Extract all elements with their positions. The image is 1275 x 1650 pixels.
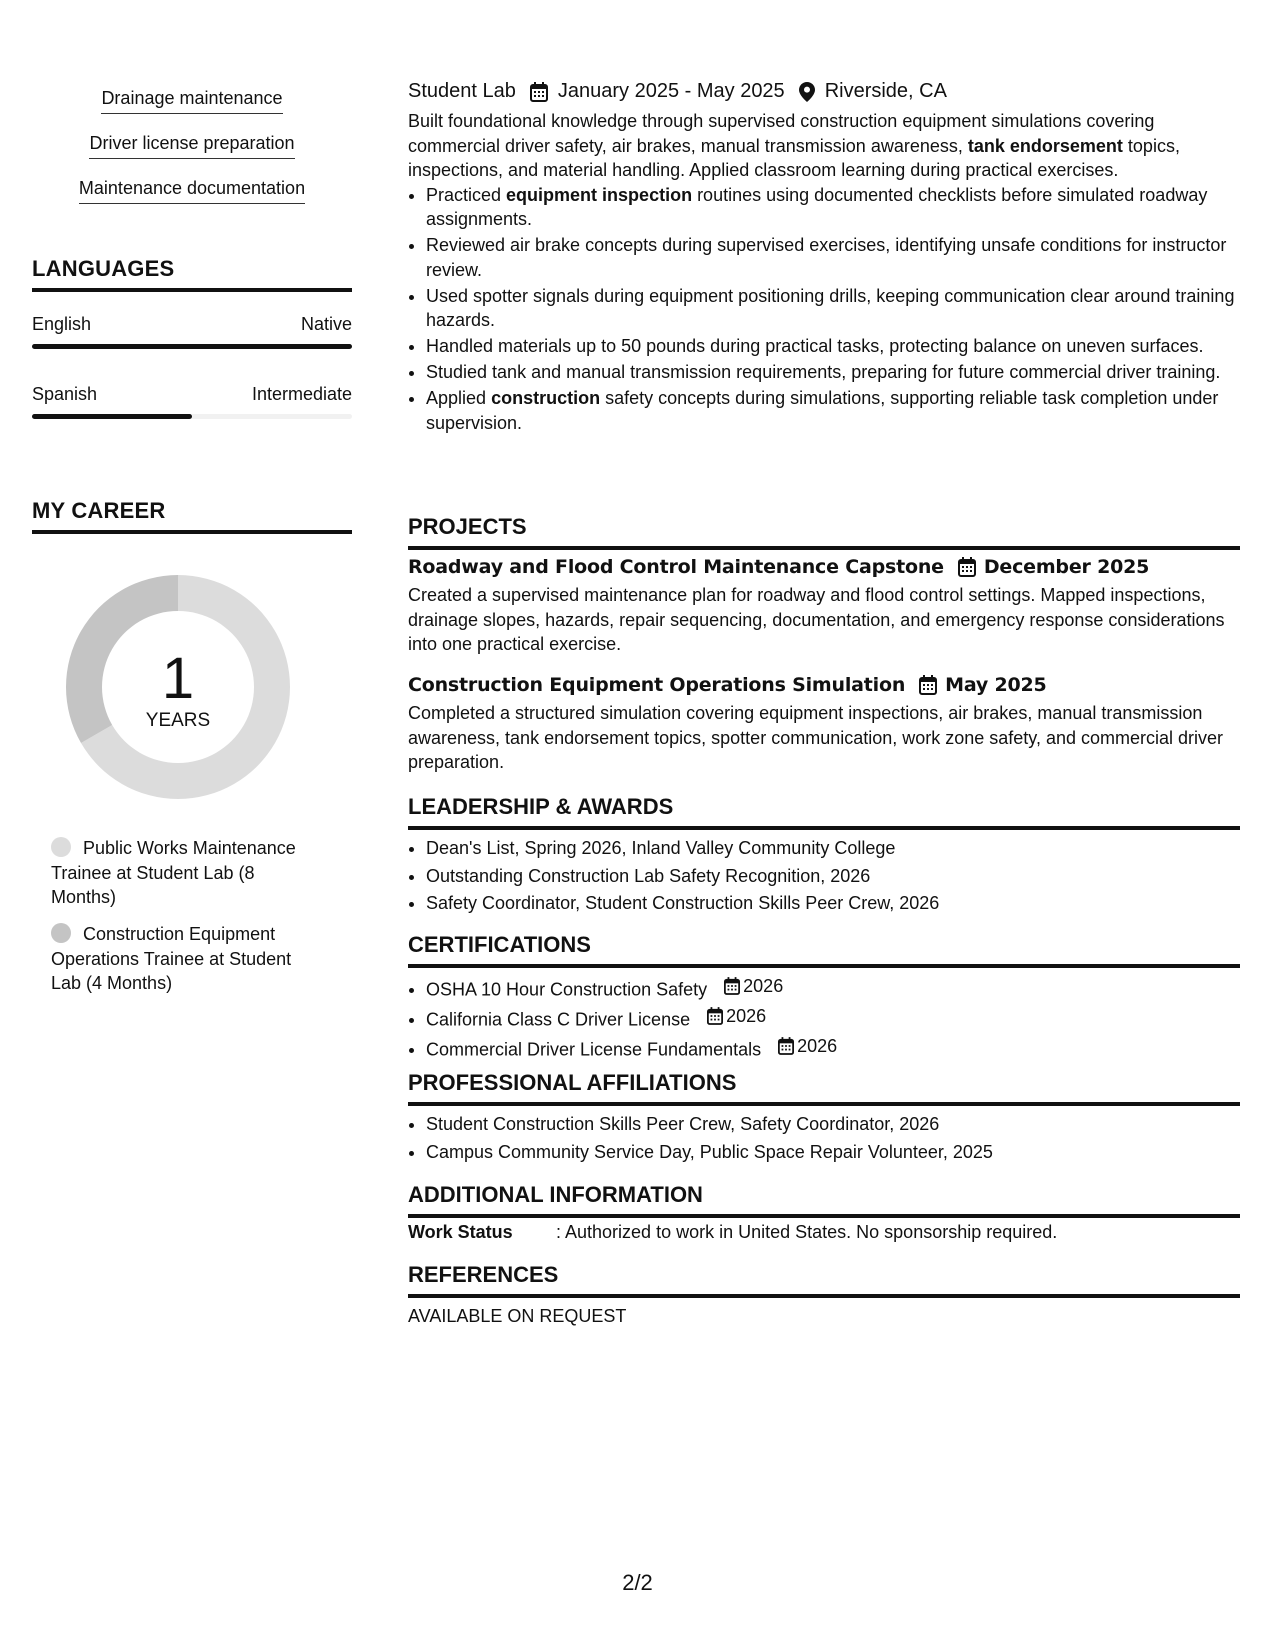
language-level-fill	[32, 344, 352, 349]
employment-dates: January 2025 - May 2025	[557, 80, 785, 102]
list-item	[426, 1004, 1240, 1032]
calendar-icon	[778, 1037, 794, 1055]
certifications-list-block	[408, 974, 1240, 1063]
career-years-label: YEARS	[145, 710, 211, 731]
references-text: AVAILABLE ON REQUEST	[408, 1306, 627, 1326]
list-item: • Reviewed air brake concepts during supervised exercises, identifying unsafe conditions for instructor review.	[426, 233, 1240, 282]
skill-item: Driver license preparation	[32, 133, 352, 159]
experience-entry	[408, 80, 1240, 437]
list-item	[426, 1034, 1240, 1062]
certification-year: 2026	[726, 1005, 767, 1026]
experience-description: Built foundational knowledge through supervised construction equipment simulations covering commercial driver safety, air brakes, manual transmission awareness, tank endorsement topics, inspections, and material handling. Applied classroom learning during practical exercises.	[408, 111, 1180, 180]
work-status-value: : Authorized to work in United States. No sponsorship required.	[556, 1222, 1058, 1242]
leadership-list	[408, 836, 1240, 916]
list-item: • Practiced equipment inspection routines using documented checklists before simulated roadway assignments.	[426, 183, 1240, 232]
list-item: • Used spotter signals during equipment positioning drills, keeping communication clear around training hazards.	[426, 284, 1240, 333]
project-entry	[408, 674, 1240, 775]
language-level: Intermediate	[251, 384, 352, 404]
list-item: • Safety Coordinator, Student Construction Skills Peer Crew, 2026	[426, 891, 1240, 916]
references-heading: REFERENCES	[408, 1262, 1240, 1298]
certifications-heading: CERTIFICATIONS	[408, 932, 1240, 968]
list-item: • Dean's List, Spring 2026, Inland Valley Community College	[426, 836, 1240, 861]
additional-info-heading: ADDITIONAL INFORMATION	[408, 1182, 1240, 1218]
calendar-icon	[958, 557, 976, 577]
language-level-fill	[32, 414, 192, 419]
project-entry	[408, 556, 1240, 657]
calendar-icon	[724, 977, 740, 995]
career-heading: MY CAREER	[32, 498, 352, 534]
skill-item: Drainage maintenance	[32, 88, 352, 114]
employment-location: Riverside, CA	[824, 80, 947, 102]
list-item: • Handled materials up to 50 pounds during practical tasks, protecting balance on uneven surfaces.	[426, 334, 1240, 359]
project-title-row	[408, 556, 1240, 578]
legend-dot-icon	[51, 837, 71, 857]
list-item: • Applied construction safety concepts during simulations, supporting reliable task completion under supervision.	[426, 386, 1240, 435]
project-description: Completed a structured simulation covering equipment inspections, air brakes, manual transmission awareness, tank endorsement topics, spotter communication, work zone safety, and commercial driver preparation.	[408, 703, 1224, 772]
work-status-label: Work Status	[408, 1222, 513, 1242]
page-number: 2/2	[622, 1570, 653, 1595]
certification-year: 2026	[797, 1035, 838, 1056]
career-years-value: 1	[161, 646, 195, 711]
project-date: May 2025	[945, 674, 1047, 696]
experience-bullets	[408, 183, 1240, 436]
leadership-list-block	[408, 836, 1240, 919]
skill-item: Maintenance documentation	[32, 178, 352, 204]
certification-year: 2026	[743, 976, 784, 996]
legend-dot-icon	[51, 923, 71, 943]
leadership-heading: LEADERSHIP & AWARDS	[408, 794, 1240, 830]
project-description: Created a supervised maintenance plan for roadway and flood control settings. Mapped inspections, drainage slopes, hazards, repair sequencing, documentation, and emergency response considerations into one practical exercise.	[408, 585, 1225, 654]
affiliations-list	[408, 1112, 1240, 1164]
career-legend-item: Public Works Maintenance Trainee at Student Lab (8 Months)	[51, 838, 296, 907]
calendar-icon	[919, 675, 937, 695]
language-level-bar	[32, 414, 352, 419]
language-name: Spanish	[32, 384, 98, 404]
certification-name: California Class C Driver License	[426, 1009, 691, 1029]
work-status-row	[408, 1222, 1240, 1243]
list-item: • Outstanding Construction Lab Safety Recognition, 2026	[426, 864, 1240, 889]
certifications-list	[408, 974, 1240, 1061]
languages-heading: LANGUAGES	[32, 256, 352, 292]
location-pin-icon	[799, 82, 815, 102]
calendar-icon	[707, 1007, 723, 1025]
list-item: • Studied tank and manual transmission requirements, preparing for future commercial driver training.	[426, 360, 1240, 385]
project-name: Roadway and Flood Control Maintenance Capstone	[408, 556, 944, 578]
language-level: Native	[300, 314, 352, 334]
affiliations-heading: PROFESSIONAL AFFILIATIONS	[408, 1070, 1240, 1106]
certification-name: OSHA 10 Hour Construction Safety	[426, 979, 708, 1000]
language-row	[32, 314, 352, 335]
certification-name: Commercial Driver License Fundamentals	[426, 1038, 762, 1059]
language-row	[32, 384, 352, 405]
project-name: Construction Equipment Operations Simulation	[408, 674, 906, 696]
career-legend-item: Construction Equipment Operations Trainee at Student Lab (4 Months)	[51, 924, 292, 993]
affiliations-list-block	[408, 1112, 1240, 1167]
company-name: Student Lab	[408, 80, 516, 102]
experience-header	[408, 80, 1240, 103]
project-title-row	[408, 674, 1240, 696]
project-date: December 2025	[983, 556, 1150, 578]
calendar-icon	[530, 82, 548, 102]
list-item: • Student Construction Skills Peer Crew, Safety Coordinator, 2026	[426, 1112, 1240, 1137]
list-item: • Campus Community Service Day, Public Space Repair Volunteer, 2025	[426, 1140, 1240, 1165]
language-name: English	[32, 314, 92, 334]
projects-heading: PROJECTS	[408, 514, 1240, 550]
list-item	[426, 974, 1240, 1002]
language-level-bar	[32, 344, 352, 349]
